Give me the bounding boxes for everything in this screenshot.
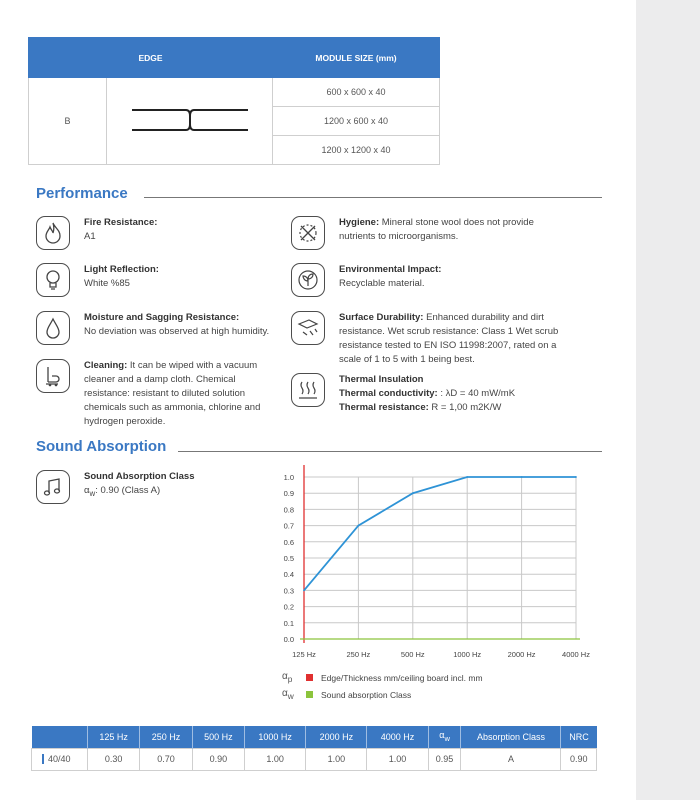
table-cell: 1.00 bbox=[245, 748, 306, 770]
table-cell: 0.70 bbox=[140, 748, 192, 770]
thermal-icon bbox=[291, 373, 325, 407]
table-cell: 1.00 bbox=[367, 748, 428, 770]
surface-icon bbox=[291, 311, 325, 345]
y-tick-label: 0.3 bbox=[283, 586, 294, 596]
y-tick-label: 0.5 bbox=[283, 554, 294, 563]
legend-swatch-green bbox=[306, 691, 313, 698]
header-cell: 2000 Hz bbox=[306, 726, 367, 748]
legend-item-alpha-w bbox=[282, 688, 411, 701]
data-point bbox=[358, 525, 360, 527]
module-size-row: 600 x 600 x 40 bbox=[273, 78, 440, 107]
legend-symbol: α bbox=[282, 688, 288, 699]
y-tick-label: 0.0 bbox=[283, 635, 294, 644]
x-tick-label: 2000 Hz bbox=[507, 650, 536, 659]
thermal-conductivity-label: Thermal conductivity: bbox=[339, 388, 438, 399]
absorption-table-header bbox=[32, 726, 597, 748]
header-cell-alpha-w bbox=[428, 726, 461, 748]
header-cell bbox=[32, 726, 88, 748]
sound-absorption-chart bbox=[270, 462, 600, 667]
hygiene-icon bbox=[291, 216, 325, 250]
feature-title: Thermal Insulation bbox=[339, 374, 424, 385]
sound-class-title: Sound Absorption Class bbox=[84, 471, 195, 482]
lightbulb-icon bbox=[36, 263, 70, 297]
edge-profile-drawing bbox=[107, 78, 273, 165]
alpha-symbol: α bbox=[84, 485, 90, 496]
data-point bbox=[303, 590, 305, 592]
leaf-icon bbox=[291, 263, 325, 297]
module-size-row: 1200 x 600 x 40 bbox=[273, 107, 440, 136]
edge-header: EDGE bbox=[29, 38, 273, 78]
legend-subscript: w bbox=[287, 691, 294, 701]
feature-title: Fire Resistance: bbox=[84, 217, 158, 228]
y-tick-label: 0.7 bbox=[283, 521, 294, 531]
header-cell: 1000 Hz bbox=[245, 726, 306, 748]
y-tick-label: 0.2 bbox=[283, 602, 294, 612]
feature-value: A1 bbox=[84, 231, 96, 242]
y-tick-label: 0.6 bbox=[283, 537, 294, 547]
legend-item-alpha-p bbox=[282, 671, 483, 684]
performance-divider bbox=[144, 197, 602, 198]
feature-value: Mineral stone wool does not provide nutrients to microorganisms. bbox=[339, 217, 534, 242]
legend-swatch-red bbox=[306, 674, 313, 681]
y-tick-label: 0.9 bbox=[283, 489, 294, 499]
flame-icon bbox=[36, 216, 70, 250]
vacuum-icon bbox=[36, 359, 70, 393]
header-cell: 125 Hz bbox=[88, 726, 140, 748]
module-size-header: MODULE SIZE (mm) bbox=[273, 38, 440, 78]
feature-title: Light Reflection: bbox=[84, 264, 159, 275]
thermal-resistance-value: R = 1,00 m2K/W bbox=[431, 402, 502, 413]
legend-label: Sound absorption Class bbox=[321, 689, 412, 700]
feature-value: It can be wiped with a vacuum cleaner and a damp cloth. Chemical resistance: resistant to diluted solution chemicals such as ammonia, chlorine and hydrogen peroxide. bbox=[84, 360, 261, 427]
absorption-table bbox=[31, 726, 597, 771]
x-tick-label: 125 Hz bbox=[292, 650, 316, 659]
feature-value: No deviation was observed at high humidity. bbox=[84, 326, 270, 337]
x-tick-label: 500 Hz bbox=[400, 650, 425, 659]
table-cell: 0.95 bbox=[428, 748, 461, 770]
thermal-conductivity-value: : λD = 40 mW/mK bbox=[440, 388, 516, 399]
header-cell: 500 Hz bbox=[192, 726, 244, 748]
table-cell: A bbox=[461, 748, 561, 770]
performance-title: Performance bbox=[36, 185, 128, 202]
table-cell: 40/40 bbox=[32, 748, 88, 770]
legend-symbol: α bbox=[282, 671, 288, 682]
feature-title: Environmental Impact: bbox=[339, 264, 442, 275]
table-cell: 0.90 bbox=[561, 748, 597, 770]
feature-title: Cleaning: bbox=[84, 360, 128, 371]
data-point bbox=[466, 476, 468, 478]
y-tick-label: 0.1 bbox=[283, 618, 294, 628]
table-cell: 0.30 bbox=[88, 748, 140, 770]
edge-profile-icon bbox=[130, 104, 250, 136]
sound-class-value: : 0.90 (Class A) bbox=[95, 485, 161, 496]
table-row bbox=[32, 748, 597, 770]
header-cell: 4000 Hz bbox=[367, 726, 428, 748]
header-cell: Absorption Class bbox=[461, 726, 561, 748]
table-cell: 0.90 bbox=[192, 748, 244, 770]
x-tick-label: 4000 Hz bbox=[562, 650, 590, 659]
alpha-subscript: w bbox=[89, 488, 96, 498]
feature-title: Surface Durability: bbox=[339, 312, 424, 323]
x-tick-label: 250 Hz bbox=[346, 650, 371, 659]
edge-code: B bbox=[29, 78, 107, 165]
header-cell: NRC bbox=[561, 726, 597, 748]
sound-absorption-title: Sound Absorption bbox=[36, 438, 167, 455]
music-notes-icon bbox=[36, 470, 70, 504]
feature-title: Hygiene: bbox=[339, 217, 380, 228]
alpha-subscript: w bbox=[444, 734, 450, 744]
data-point bbox=[521, 476, 523, 478]
data-point bbox=[575, 476, 577, 478]
feature-value: White %85 bbox=[84, 278, 130, 289]
legend-label: Edge/Thickness mm/ceiling board incl. mm bbox=[321, 672, 483, 683]
alpha-symbol: α bbox=[439, 730, 445, 741]
water-drop-icon bbox=[36, 311, 70, 345]
y-tick-label: 0.4 bbox=[283, 570, 294, 580]
legend-subscript: p bbox=[287, 674, 293, 684]
edge-module-table bbox=[28, 37, 440, 165]
feature-value: Recyclable material. bbox=[339, 278, 425, 289]
x-tick-label: 1000 Hz bbox=[453, 650, 482, 659]
sound-absorption-divider bbox=[178, 451, 602, 452]
table-cell: 1.00 bbox=[306, 748, 367, 770]
feature-title: Moisture and Sagging Resistance: bbox=[84, 312, 240, 323]
feature-value: Enhanced durability and dirt resistance. Wet scrub resistance: Class 1 Wet scrub resistance tested to EN ISO 11998:2007, rated on a scale of 1 to 5 with 1 being best. bbox=[339, 312, 559, 365]
y-tick-label: 0.8 bbox=[283, 505, 294, 515]
y-tick-label: 1.0 bbox=[283, 473, 294, 482]
series-line bbox=[304, 477, 576, 590]
header-cell: 250 Hz bbox=[140, 726, 192, 748]
thermal-resistance-label: Thermal resistance: bbox=[339, 402, 429, 413]
data-point bbox=[412, 492, 414, 494]
module-size-row: 1200 x 1200 x 40 bbox=[273, 136, 440, 165]
